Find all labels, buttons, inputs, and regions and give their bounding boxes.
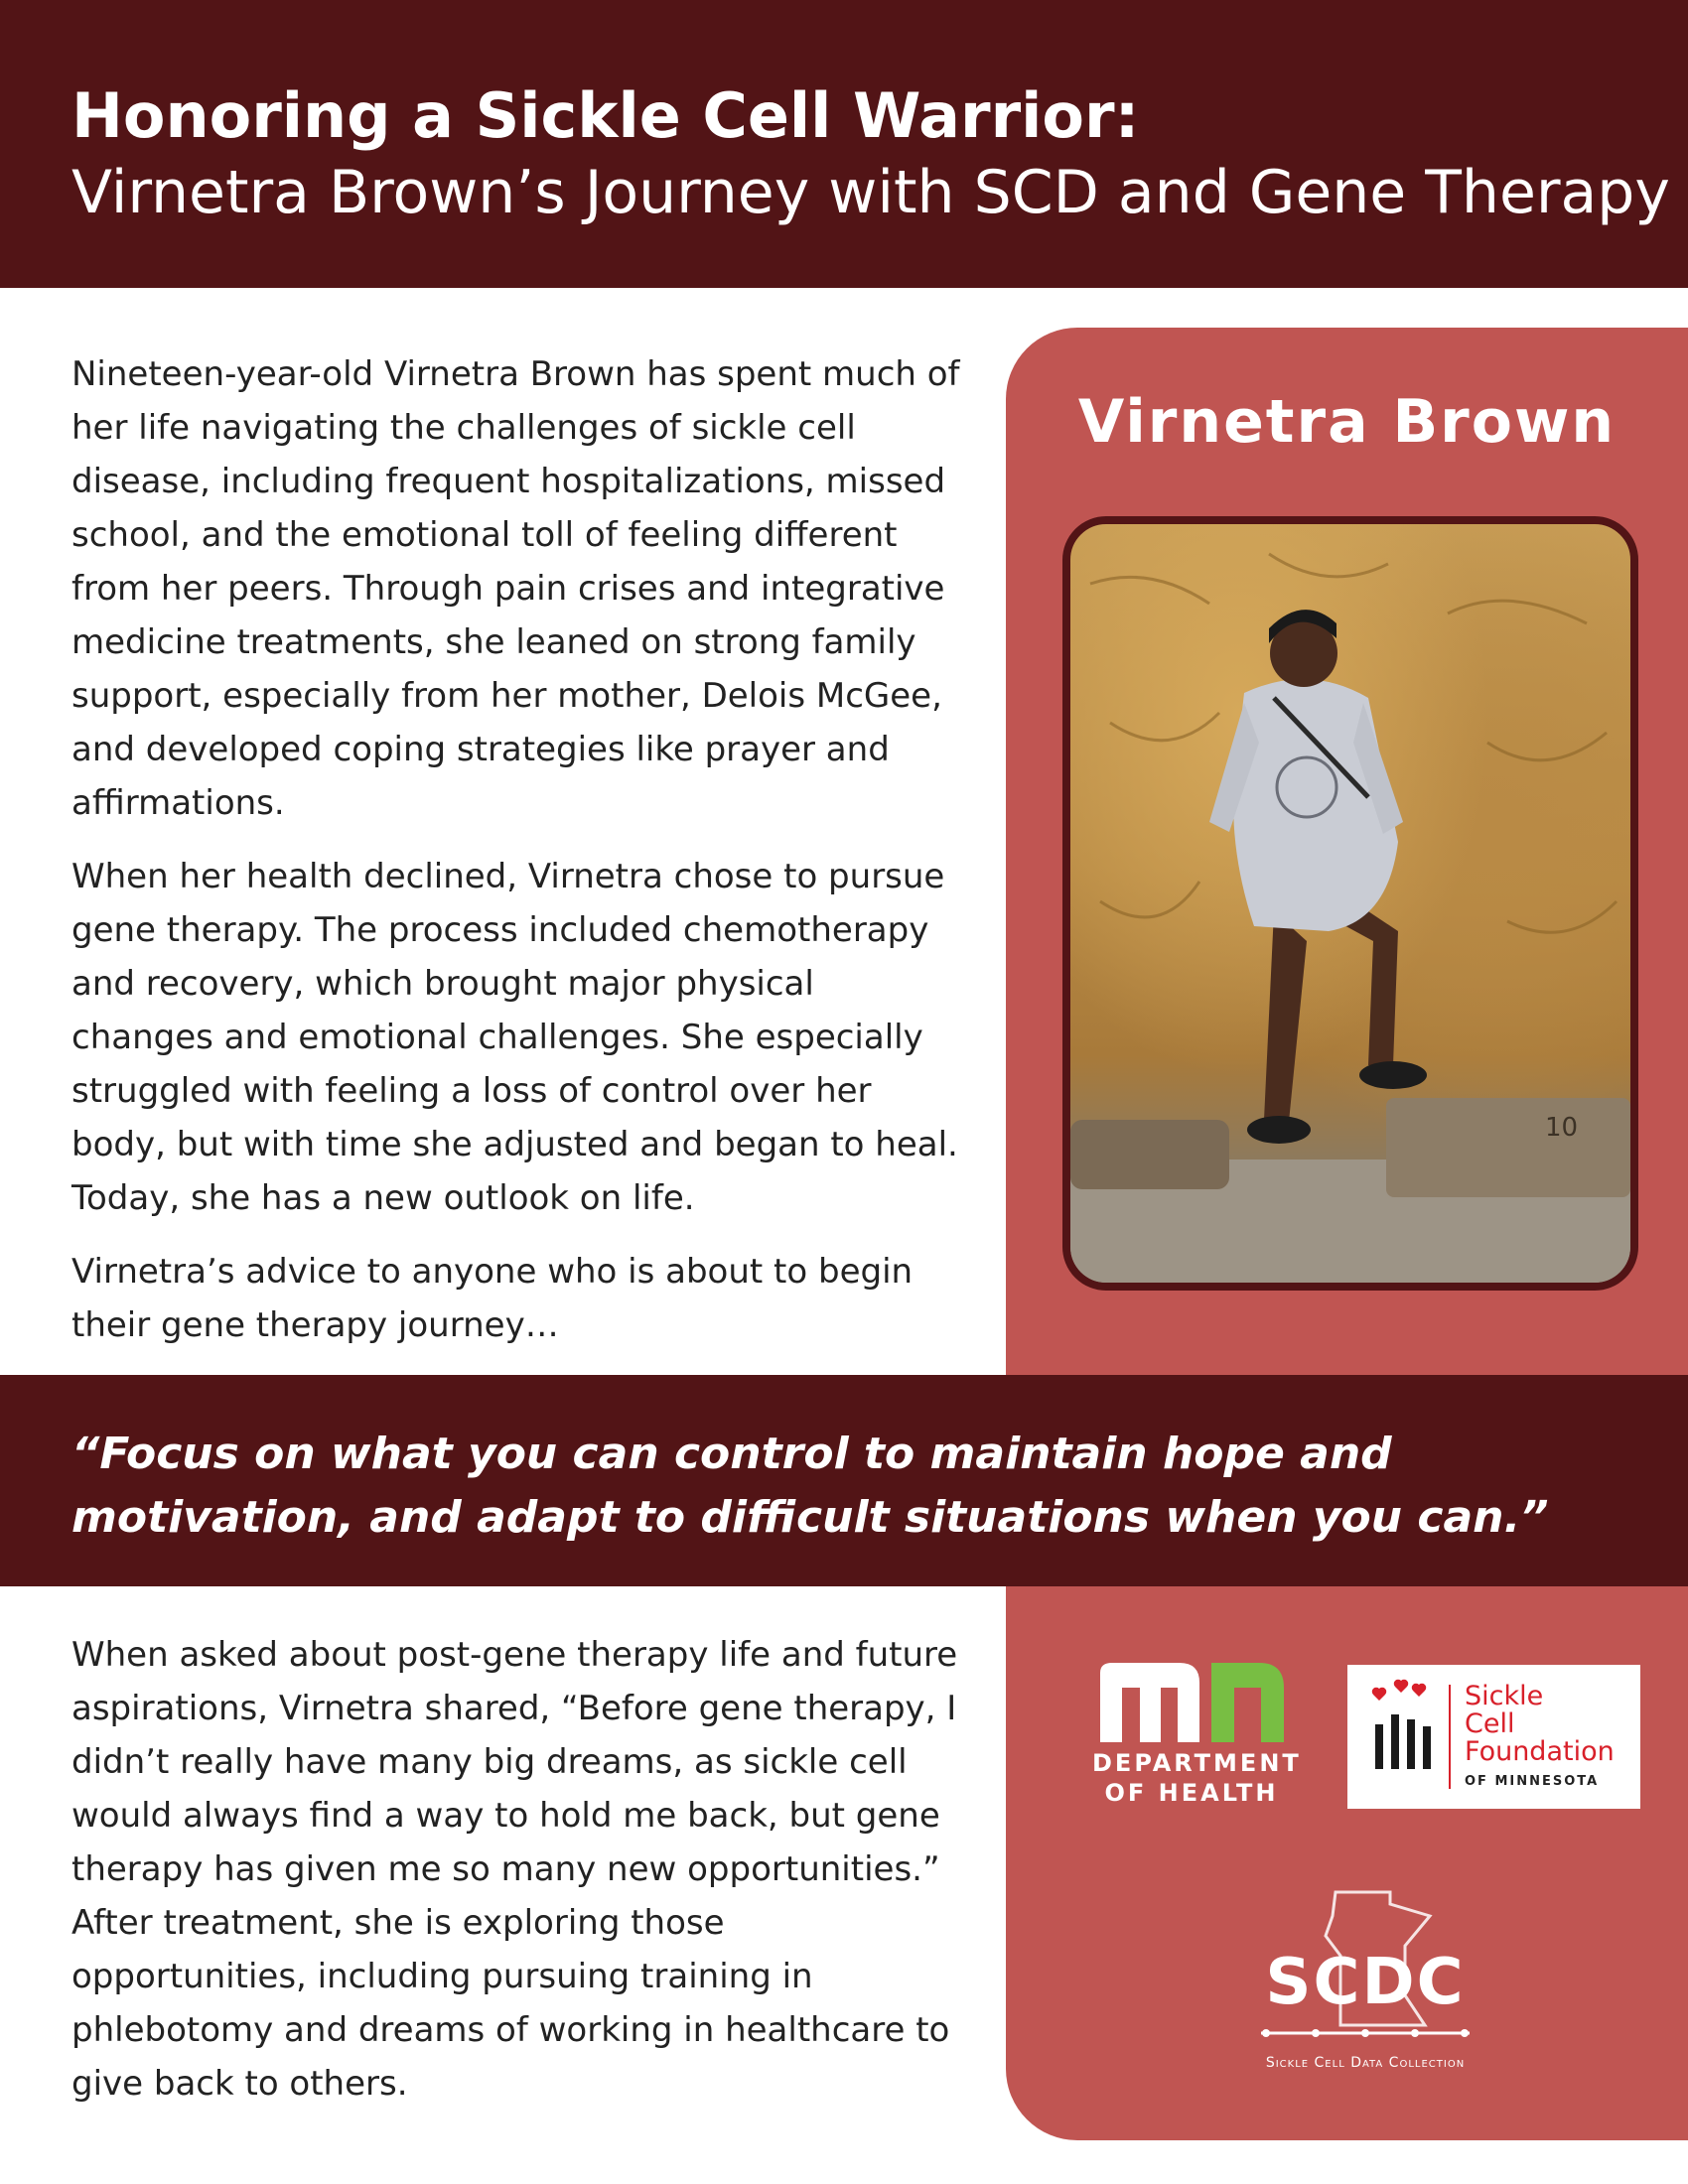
scdc-logo <box>1241 1886 1489 2075</box>
scdc-title: SCDC <box>1265 1946 1466 2019</box>
scfm-name <box>1465 1683 1615 1766</box>
log-right <box>1386 1098 1630 1197</box>
header-banner <box>0 0 1688 288</box>
profile-name: Virnetra Brown <box>1077 387 1617 457</box>
closing-paragraph: When asked about post-gene therapy life and future aspirations, Virnetra shared, “Before gene therapy, I didn’t really have many big dreams, as sickle cell would always find a way to hold me back, but gene therapy has given me so many new opportunities.” After treatment, she is exploring those opportunities, including pursuing training in phlebotomy and dreams of working in healthcare to give back to others. <box>71 1635 958 2104</box>
intro-text <box>71 347 965 1372</box>
scfm-subtitle: OF MINNESOTA <box>1465 1774 1600 1789</box>
mdh-department-text <box>1092 1748 1302 1808</box>
mn-letters-icon <box>1100 1663 1284 1742</box>
page-title: Honoring a Sickle Cell Warrior: <box>71 79 1140 152</box>
intro-paragraph-2: When her health declined, Virnetra chose to pursue gene therapy. The process included chemotherapy and recovery, which brought major physical changes and emotional challenges. She especially struggled with feeling a loss of control over her body, but with time she adjusted and began to heal. Today, she has a new outlook on life. <box>71 857 958 1218</box>
scfm-line-2: Cell <box>1465 1708 1515 1739</box>
scfm-line-1: Sickle <box>1465 1681 1544 1711</box>
quote-text: “Focus on what you can control to maintain hope and motivation, and adapt to difficult situations when you can.” <box>71 1429 1549 1543</box>
shoe-left <box>1247 1116 1311 1144</box>
mdh-line-2: OF HEALTH <box>1104 1779 1279 1807</box>
mdh-logo <box>1092 1663 1302 1812</box>
page-subtitle: Virnetra Brown’s Journey with SCD and Gene Therapy <box>71 158 1670 227</box>
scfm-line-3: Foundation <box>1465 1736 1615 1767</box>
quote-band <box>0 1375 1688 1586</box>
log-left <box>1070 1120 1229 1189</box>
leg-left <box>1264 911 1307 1122</box>
hoodie <box>1233 679 1398 931</box>
closing-text <box>71 1628 965 2130</box>
intro-paragraph-3: Virnetra’s advice to anyone who is about to begin their gene therapy journey… <box>71 1252 914 1345</box>
scdc-subtitle: Sickle Cell Data Collection <box>1265 2055 1466 2071</box>
raised-hands-icon <box>1347 1665 1457 1809</box>
photo-illustration <box>1070 524 1630 1283</box>
intro-paragraph-1: Nineteen-year-old Virnetra Brown has spent much of her life navigating the challenges of sickle cell disease, including frequent hospitalizations, missed school, and the emotional toll of feeling different from her peers. Through pain crises and integrative medicine treatments, she leaned on strong family support, especially from her mother, Delois McGee, and developed coping strategies like prayer and affirmations. <box>71 354 960 823</box>
profile-photo <box>1062 516 1638 1291</box>
mdh-line-1: DEPARTMENT <box>1092 1749 1302 1777</box>
log-number: 10 <box>1545 1113 1579 1143</box>
shoe-right <box>1359 1061 1427 1089</box>
scfm-logo <box>1347 1665 1640 1809</box>
